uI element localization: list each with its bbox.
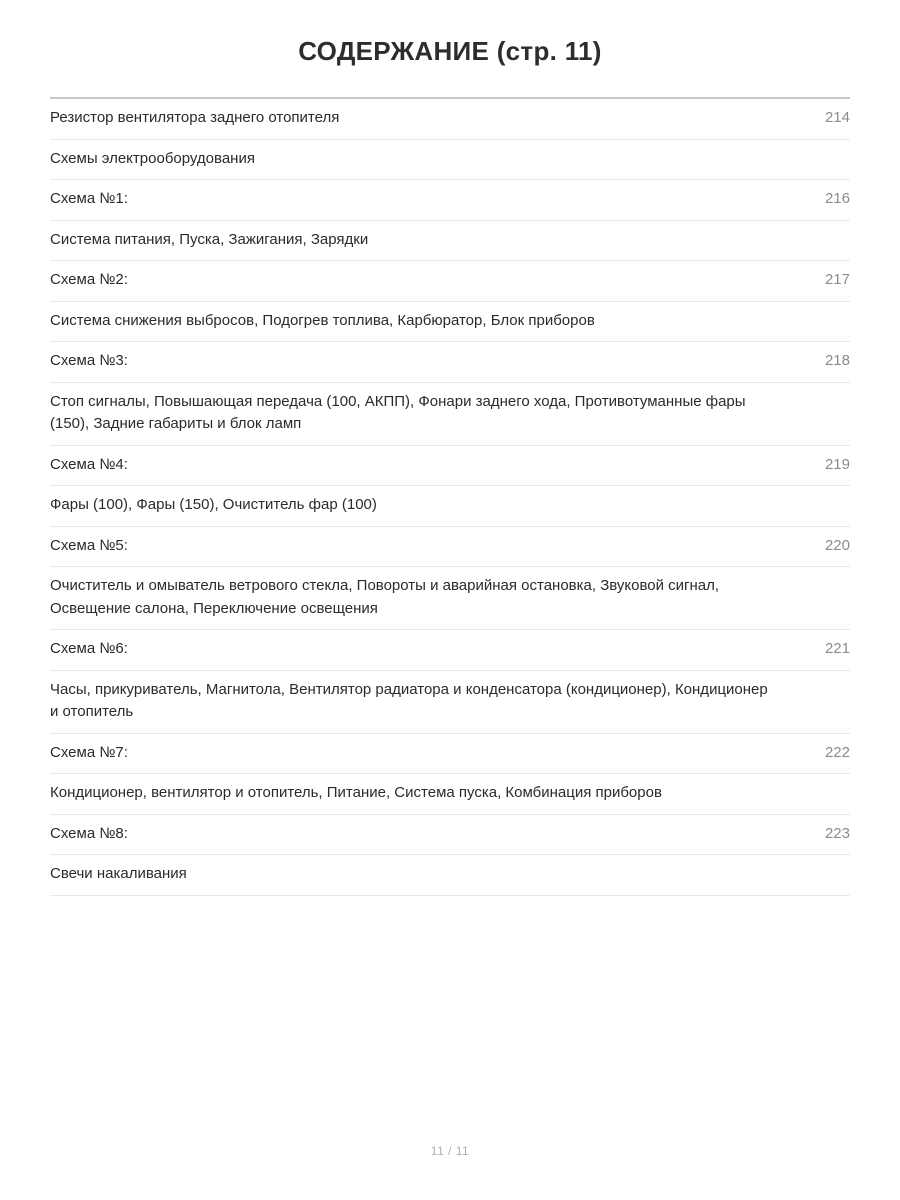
toc-entry-title[interactable]: Фары (100), Фары (150), Очиститель фар (100) xyxy=(50,496,377,514)
table-row[interactable] xyxy=(50,670,850,733)
table-row[interactable] xyxy=(50,855,850,896)
toc-entry-title[interactable]: Очиститель и омыватель ветрового стекла, Повороты и аварийная остановка, Звуковой сигнал, Освещение салона, Переключение освещения xyxy=(50,577,720,617)
page-footer: 11 / 11 xyxy=(430,1144,470,1158)
toc-entry-page-number xyxy=(786,486,850,527)
toc-entry-title[interactable]: Система питания, Пуска, Зажигания, Зарядки xyxy=(50,230,369,248)
table-row[interactable] xyxy=(50,486,850,527)
table-row[interactable] xyxy=(50,445,850,486)
toc-table xyxy=(50,99,850,896)
toc-entry-page-number: 222 xyxy=(824,743,850,761)
toc-entry-page-number: 214 xyxy=(824,109,850,127)
table-row[interactable] xyxy=(50,261,850,302)
toc-entry-page-number xyxy=(786,220,850,261)
toc-entry-title[interactable]: Схемы электрооборудования xyxy=(50,149,255,167)
toc-entry-page-number xyxy=(786,670,850,733)
toc-entry-title[interactable]: Резистор вентилятора заднего отопителя xyxy=(50,109,340,127)
toc-entry-title[interactable]: Схема №3: xyxy=(50,352,128,370)
table-row[interactable] xyxy=(50,814,850,855)
toc-entry-title[interactable]: Часы, прикуриватель, Магнитола, Вентилятор радиатора и конденсатора (кондиционер), Кондиционер и отопитель xyxy=(50,680,768,721)
toc-entry-page-number: 223 xyxy=(824,824,850,842)
toc-entry-page-number: 220 xyxy=(824,536,850,554)
toc-entry-title[interactable]: Кондиционер, вентилятор и отопитель, Питание, Система пуска, Комбинация приборов xyxy=(50,784,662,802)
table-row[interactable] xyxy=(50,774,850,815)
toc-entry-title[interactable]: Схема №8: xyxy=(50,824,128,842)
toc-entry-page-number xyxy=(786,567,850,630)
table-row[interactable] xyxy=(50,526,850,567)
toc-entry-page-number xyxy=(786,382,850,445)
toc-entry-title[interactable]: Схема №2: xyxy=(50,271,128,289)
toc-entry-title[interactable]: Свечи накаливания xyxy=(50,865,187,883)
table-row[interactable] xyxy=(50,220,850,261)
table-row[interactable] xyxy=(50,139,850,180)
toc-entry-title[interactable]: Схема №6: xyxy=(50,640,128,658)
toc-entry-page-number: 218 xyxy=(824,352,850,370)
table-row[interactable] xyxy=(50,301,850,342)
toc-entry-title[interactable]: Схема №4: xyxy=(50,455,128,473)
toc-entry-title[interactable]: Схема №5: xyxy=(50,536,128,554)
toc-entry-page-number xyxy=(786,301,850,342)
toc-entry-page-number: 219 xyxy=(824,455,850,473)
toc-entry-title[interactable]: Схема №7: xyxy=(50,743,128,761)
page-title: СОДЕРЖАНИЕ (стр. 11) xyxy=(298,36,602,66)
toc-entry-title[interactable]: Стоп сигналы, Повышающая передача (100, АКПП), Фонари заднего хода, Противотуманные фары (150), Задние габариты и блок ламп xyxy=(50,392,746,433)
toc-entry-title[interactable]: Система снижения выбросов, Подогрев топлива, Карбюратор, Блок приборов xyxy=(50,311,595,329)
toc-table-body xyxy=(50,99,850,895)
table-row[interactable] xyxy=(50,382,850,445)
toc-entry-page-number xyxy=(786,855,850,896)
table-row[interactable] xyxy=(50,180,850,221)
toc-entry-page-number: 221 xyxy=(824,640,850,658)
toc-entry-page-number: 217 xyxy=(824,271,850,289)
toc-entry-title[interactable]: Схема №1: xyxy=(50,190,128,208)
toc-entry-page-number: 216 xyxy=(824,190,850,208)
table-row[interactable] xyxy=(50,342,850,383)
toc-entry-page-number xyxy=(786,774,850,815)
table-of-contents xyxy=(50,67,850,896)
toc-entry-page-number xyxy=(786,139,850,180)
table-row[interactable] xyxy=(50,630,850,671)
table-row[interactable] xyxy=(50,567,850,630)
table-row[interactable] xyxy=(50,733,850,774)
table-row[interactable] xyxy=(50,99,850,139)
